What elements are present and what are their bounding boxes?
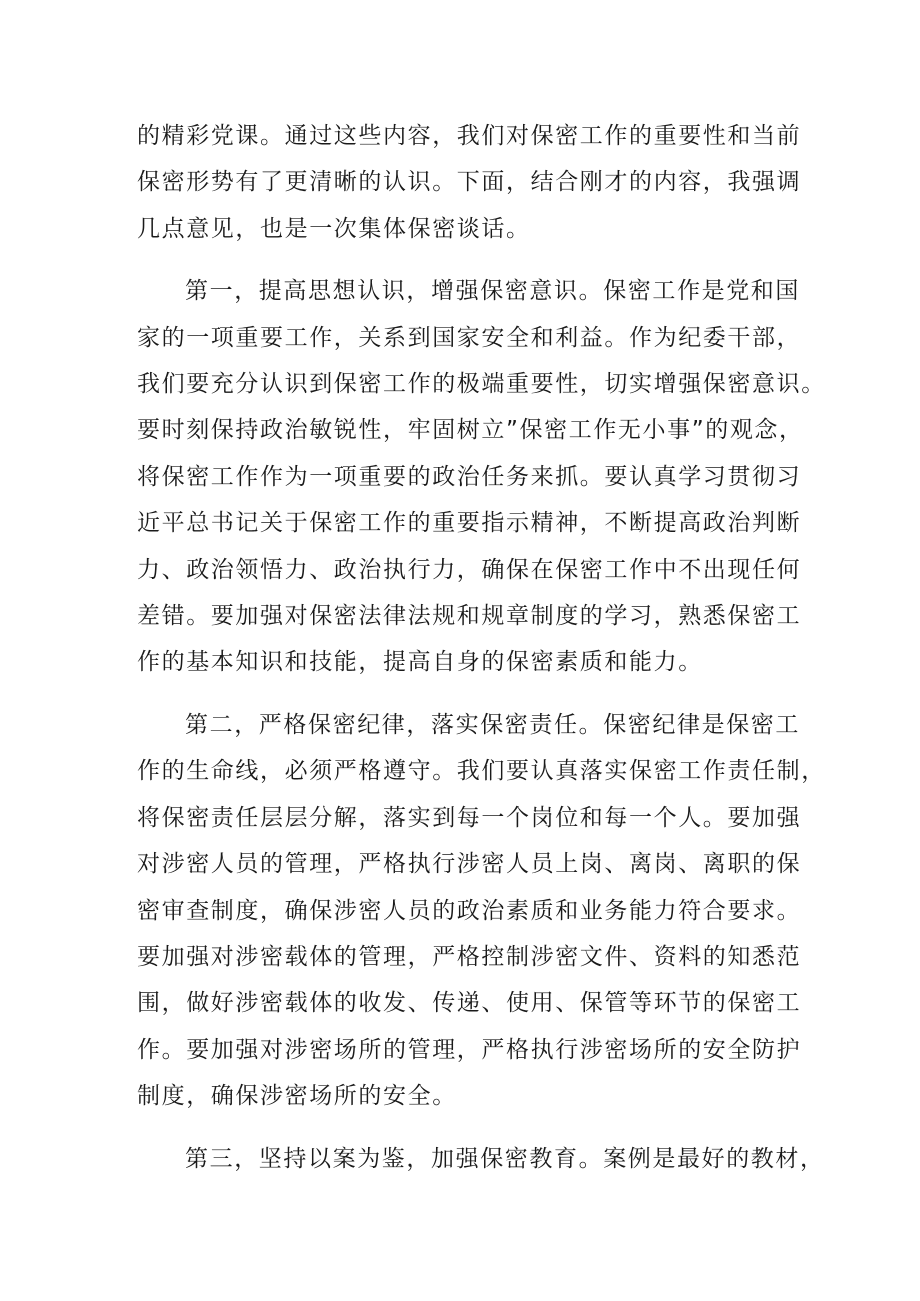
text-line: 将保密工作作为一项重要的政治任务来抓。要认真学习贯彻习 xyxy=(137,463,802,490)
text-line: 近平总书记关于保密工作的重要指示精神，不断提高政治判断 xyxy=(137,510,802,537)
text-line: 差错。要加强对保密法律法规和规章制度的学习，熟悉保密工 xyxy=(137,603,802,630)
text-line: 将保密责任层层分解，落实到每一个岗位和每一个人。要加强 xyxy=(137,804,802,831)
text-line: 制度，确保涉密场所的安全。 xyxy=(137,1083,457,1110)
text-line: 对涉密人员的管理，严格执行涉密人员上岗、离岗、离职的保 xyxy=(137,851,802,878)
paragraph-third xyxy=(137,1136,825,1182)
text-line: 家的一项重要工作，关系到国家安全和利益。作为纪委干部， xyxy=(137,324,802,351)
paragraph-second xyxy=(137,702,826,1120)
text-line: 我们要充分认识到保密工作的极端重要性，切实增强保密意识。 xyxy=(137,371,826,398)
text-line: 密审查制度，确保涉密人员的政治素质和业务能力符合要求。 xyxy=(137,897,802,924)
text-line: 第三，坚持以案为鉴，加强保密教育。案例是最好的教材， xyxy=(185,1145,825,1172)
text-line: 要加强对涉密载体的管理，严格控制涉密文件、资料的知悉范 xyxy=(137,943,802,970)
paragraph-first xyxy=(137,268,826,686)
text-line: 要时刻保持政治敏锐性，牢固树立”保密工作无小事”的观念， xyxy=(137,417,804,444)
text-line: 作。要加强对涉密场所的管理，严格执行涉密场所的安全防护 xyxy=(137,1036,802,1063)
text-line: 第二，严格保密纪律，落实保密责任。保密纪律是保密工 xyxy=(185,711,800,738)
text-line: 几点意见，也是一次集体保密谈话。 xyxy=(137,215,531,242)
text-line: 力、政治领悟力、政治执行力，确保在保密工作中不出现任何 xyxy=(137,556,802,583)
paragraph-intro xyxy=(137,113,802,252)
text-line: 第一，提高思想认识，增强保密意识。保密工作是党和国 xyxy=(185,278,800,305)
text-line: 作的生命线，必须严格遵守。我们要认真落实保密工作责任制， xyxy=(137,758,826,785)
document-body xyxy=(137,113,826,1182)
text-line: 的精彩党课。通过这些内容，我们对保密工作的重要性和当前 xyxy=(137,123,802,149)
text-line: 围，做好涉密载体的收发、传递、使用、保管等环节的保密工 xyxy=(137,990,802,1017)
text-line: 作的基本知识和技能，提高自身的保密素质和能力。 xyxy=(137,649,703,676)
text-line: 保密形势有了更清晰的认识。下面，结合刚才的内容，我强调 xyxy=(137,169,802,196)
